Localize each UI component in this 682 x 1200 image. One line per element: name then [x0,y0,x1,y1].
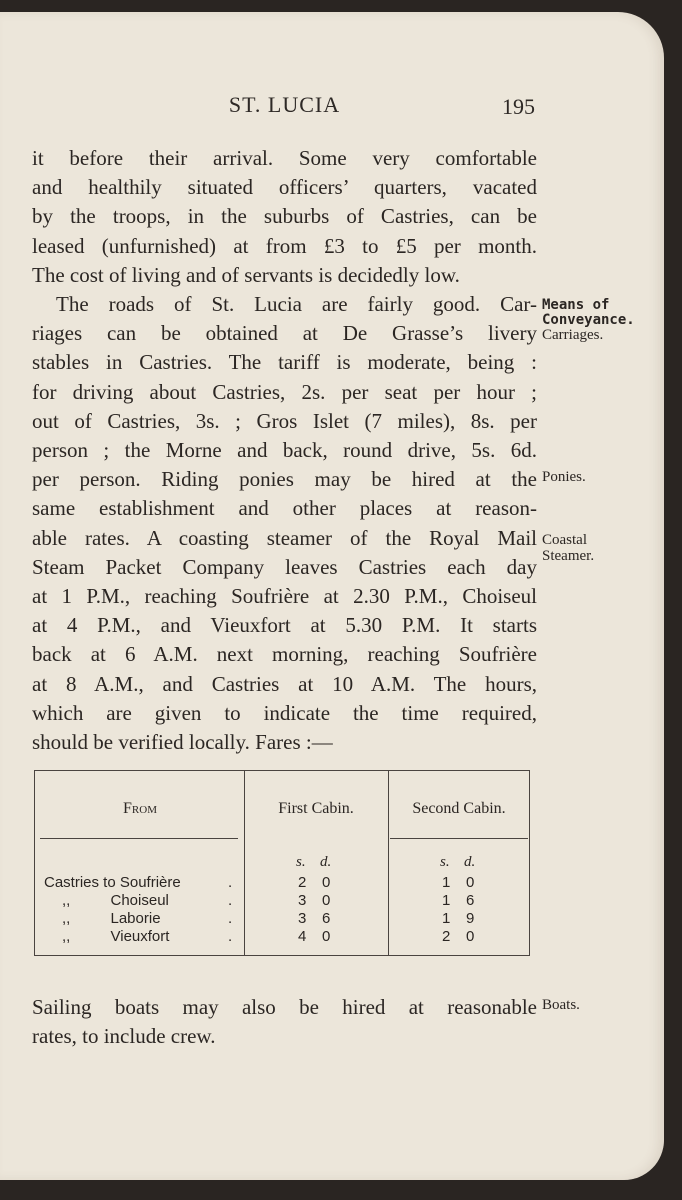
text-line: Steam Packet Company leaves Castries each day [32,554,537,579]
margin-note-carriages: Carriages. [542,327,604,343]
second-shillings: 2 [442,928,451,945]
closing-text [32,993,537,1051]
text-line: at 1 P.M., reaching Soufrière at 2.30 P.M., Choiseul [32,584,537,609]
second-pence: 0 [466,874,475,891]
margin-note-means-of: Means of [542,297,610,313]
text-line: Sailing boats may also be hired at reasonable [32,995,537,1019]
text-line: out of Castries, 3s. ; Gros Islet (7 miles), 8s. per [32,408,537,433]
unit-shillings: s. [440,854,450,870]
first-pence: 0 [322,928,331,945]
first-shillings: 3 [298,910,307,927]
text-line: at 4 P.M., and Vieuxfort at 5.30 P.M. It starts [32,613,537,638]
margin-note-means [542,298,662,343]
second-pence: 6 [466,892,475,909]
unit-shillings: s. [296,854,306,870]
first-pence: 6 [322,910,331,927]
text-line: stables in Castries. The tariff is moderate, being : [32,350,537,375]
margin-note-boats: Boats. [542,997,580,1013]
second-shillings: 1 [442,892,451,909]
from-cell: ,, Laborie [62,910,161,927]
text-line: same establishment and other places at reason- [32,496,537,521]
unit-pence: d. [464,854,476,870]
first-shillings: 4 [298,928,307,945]
running-head: ST. LUCIA [228,92,341,117]
text-line: The roads of St. Lucia are fairly good. Car- [56,292,537,317]
text-line: it before their arrival. Some very comfortable [32,146,537,170]
text-line: riages can be obtained at De Grasse’s livery [32,321,537,346]
from-cell: ,, Vieuxfort [62,928,170,945]
column-header-second-cabin: Second Cabin. [412,800,506,817]
from-cell: Castries to Soufrière [44,874,181,891]
margin-note-coastal-label: Coastal [542,532,587,548]
text-line: The cost of living and of servants is decidedly low. [32,262,460,287]
first-pence: 0 [322,874,331,891]
column-header-first-cabin: First Cabin. [278,800,354,817]
second-pence: 0 [466,928,475,945]
header-rule [40,838,238,839]
text-line: by the troops, in the suburbs of Castries, can be [32,204,537,229]
first-pence: 0 [322,892,331,909]
text-line: per person. Riding ponies may be hired at the [32,467,537,492]
margin-note-coastal [542,532,662,564]
text-line: leased (unfurnished) at from £3 to £5 per month. [32,233,537,258]
text-line: which are given to indicate the time required, [32,700,537,725]
text-line: at 8 A.M., and Castries at 10 A.M. The hours, [32,671,537,696]
column-divider [244,770,245,956]
book-page [0,12,664,1180]
text-line: should be verified locally. Fares :— [32,730,333,755]
page-number: 195 [502,94,535,119]
margin-note-ponies: Ponies. [542,469,586,485]
text-line: able rates. A coasting steamer of the Royal Mail [32,525,537,550]
first-shillings: 3 [298,892,307,909]
leader-dot: . [228,910,233,927]
column-divider [388,770,389,956]
first-shillings: 2 [298,874,307,891]
text-line: person ; the Morne and back, round drive, 5s. 6d. [32,438,537,463]
text-line: rates, to include crew. [32,1024,216,1049]
second-shillings: 1 [442,874,451,891]
text-line: and healthily situated officers’ quarters, vacated [32,175,537,200]
margin-note-steamer-label: Steamer. [542,548,595,564]
leader-dot: . [228,928,233,945]
margin-note-conveyance: Conveyance. [542,312,635,328]
leader-dot: . [228,892,233,909]
leader-dot: . [228,874,233,891]
header-rule [390,838,528,839]
text-line: back at 6 A.M. next morning, reaching Soufrière [32,642,537,667]
column-header-from: From [123,800,157,817]
second-pence: 9 [466,910,475,927]
second-shillings: 1 [442,910,451,927]
unit-pence: d. [320,854,332,870]
page-header [32,92,537,122]
main-text [32,144,537,757]
from-cell: ,, Choiseul [62,892,169,909]
text-line: for driving about Castries, 2s. per seat per hour ; [32,379,537,404]
